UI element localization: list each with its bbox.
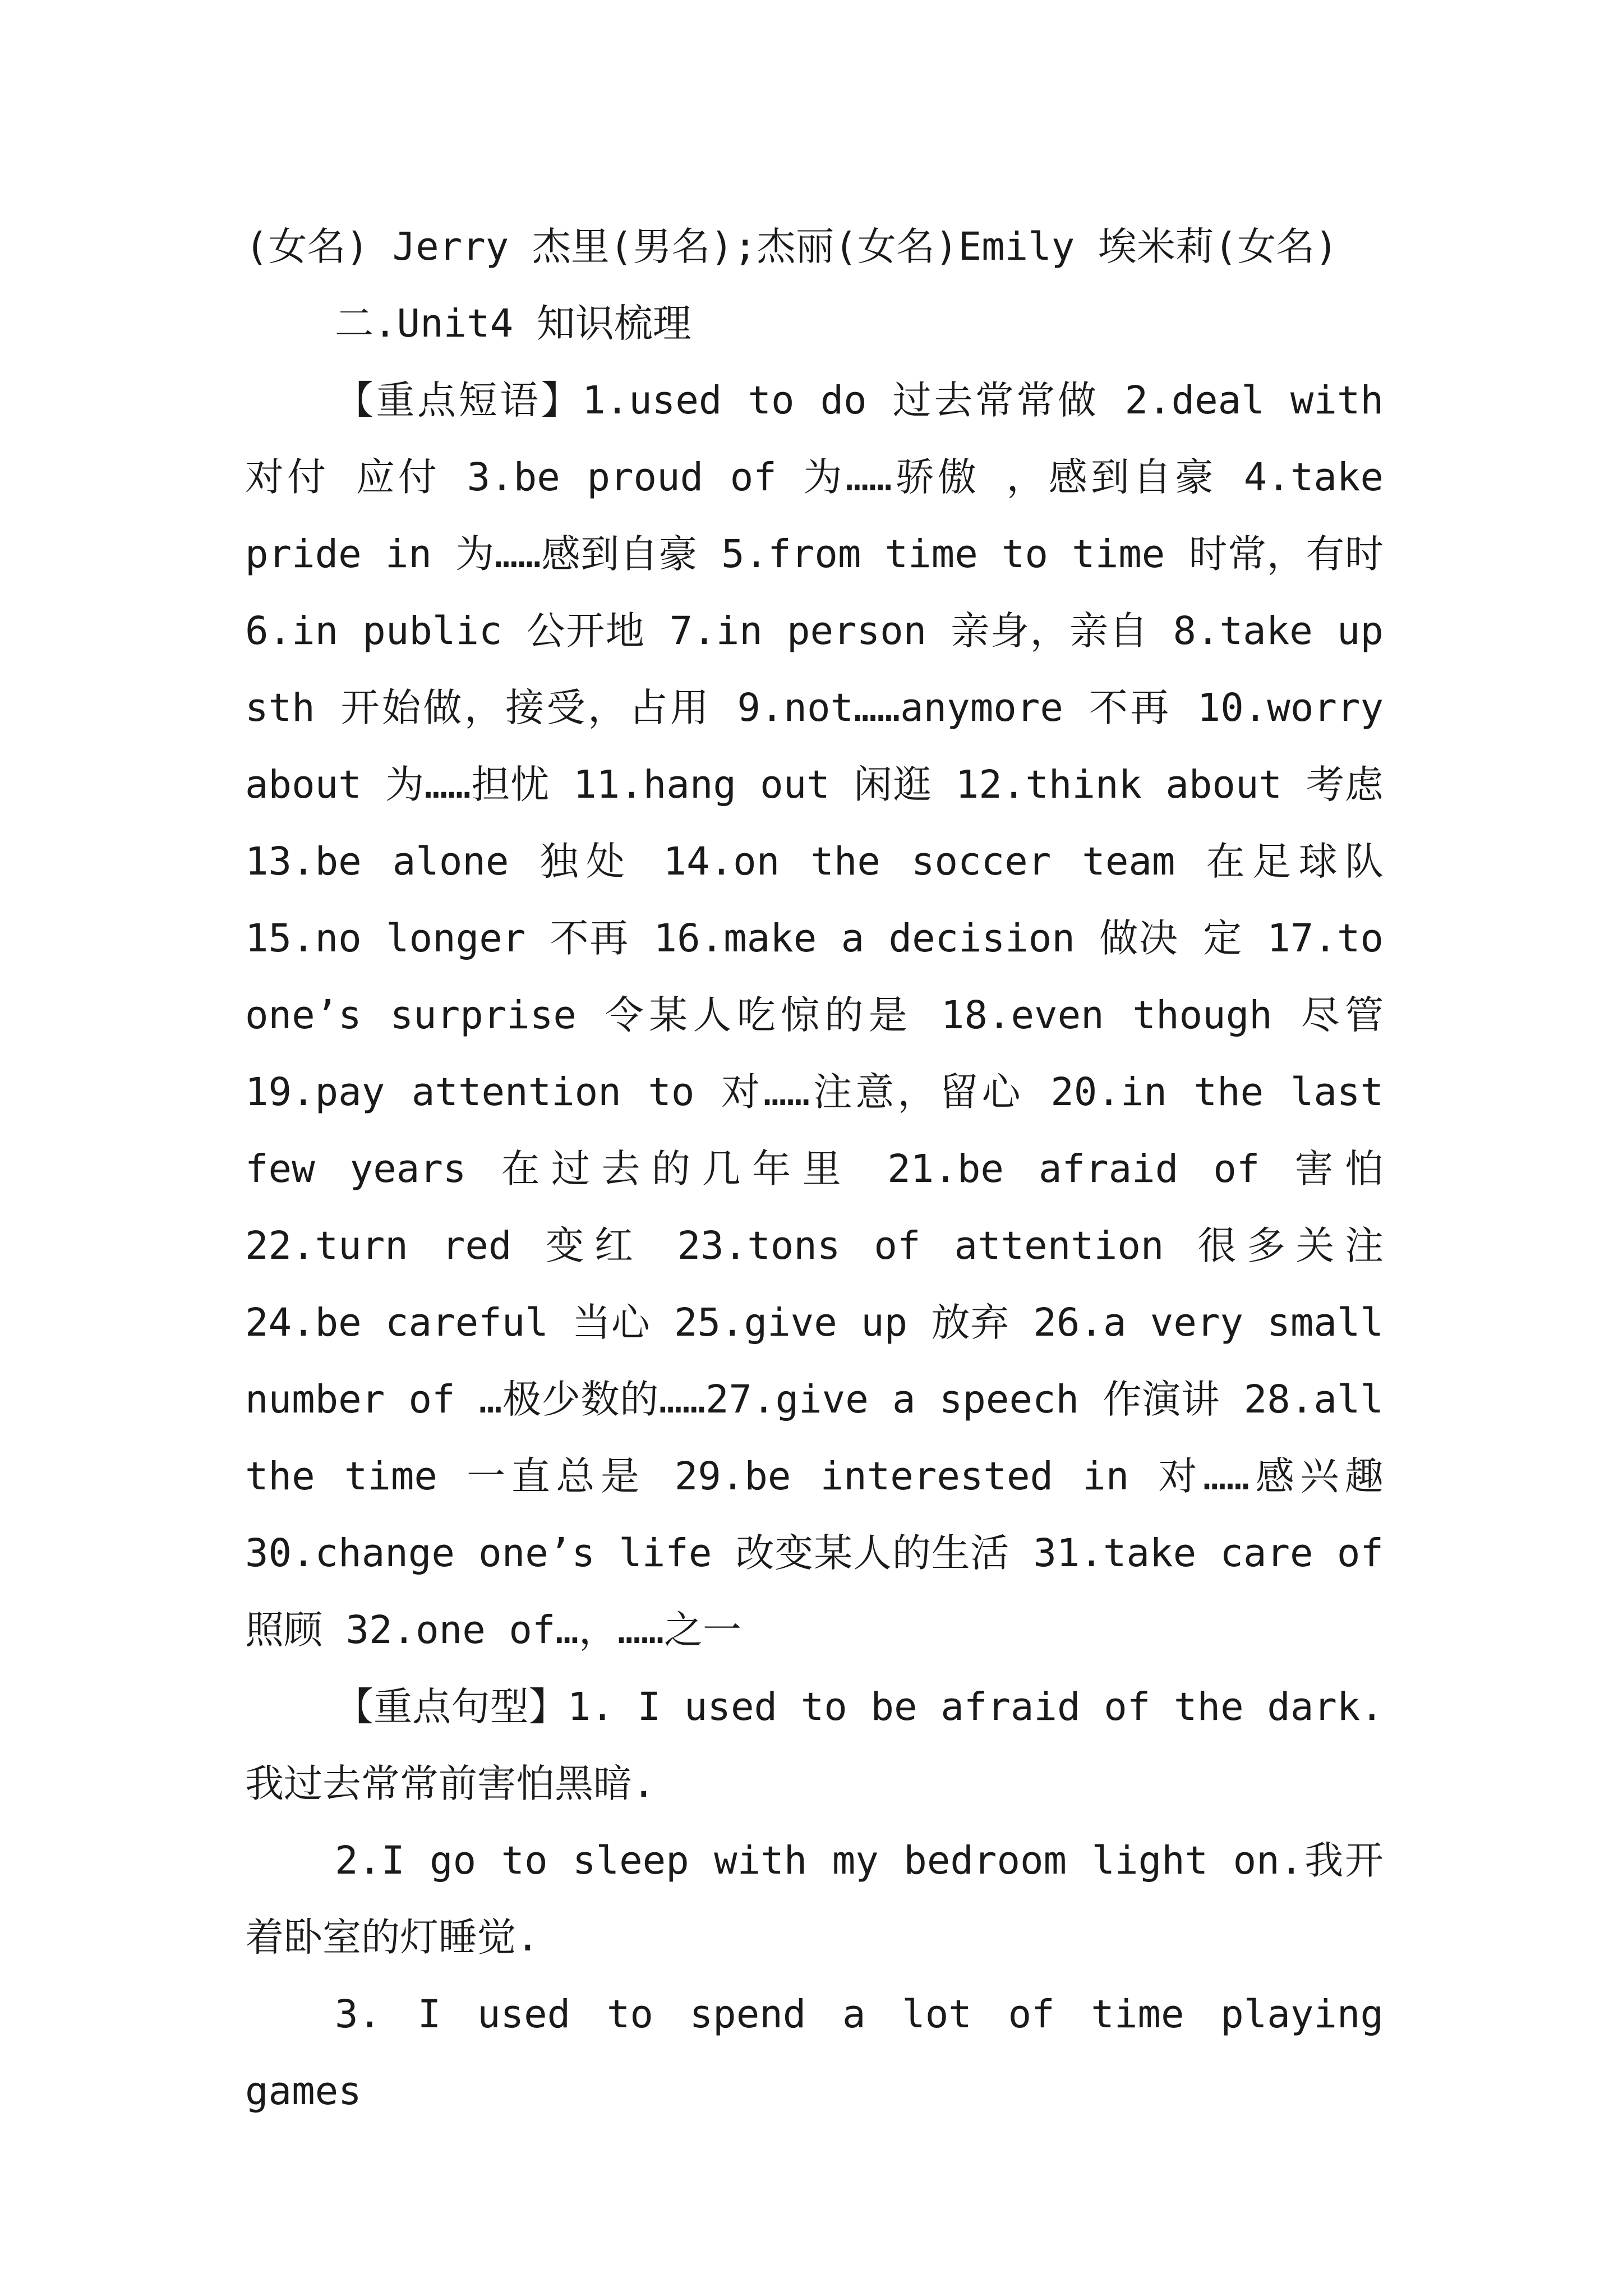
document-body (245, 209, 1384, 2130)
paragraph-key-phrases: 【重点短语】1.used to do 过去常常做 2.deal with 对付 应付 3.be proud of 为……骄傲 ，感到自豪 4.take pride in 为……感到自豪 5.from time to time 时常，有时 6.in public 公开地 7.in person 亲身，亲自 8.take up sth 开始做，接受，占用 9.not……anymore 不再 10.worry about 为……担忧 11.hang out 闲逛 12.think about 考虑 13.be alone 独处 14.on the soccer team 在足球队 15.no longer 不再 16.make a decision 做决 定 17.to one’s surprise 令某人吃惊的是 18.even though 尽管 19.pay attention to 对……注意，留心 20.in the last few years 在过去的几年里 21.be afraid of 害怕 22.turn red 变红 23.tons of attention 很多关注 24.be careful 当心 25.give up 放弃 26.a very small number of …极少数的……27.give a speech 作演讲 28.all the time 一直总是 29.be interested in 对……感兴趣 30.change one’s life 改变某人的生活 31.take care of 照顾 32.one of…，……之一 (245, 378, 1384, 1653)
section-heading-unit4: 二.Unit4 知识梳理 (335, 301, 691, 346)
paragraph-key-sentences-2: 2.I go to sleep with my bedroom light on.我开着卧室的灯睡觉. (245, 1838, 1384, 1960)
paragraph-key-sentences-3: 3. I used to spend a lot of time playing games (245, 1992, 1384, 2114)
paragraph-name-list: (女名) Jerry 杰里(男名);杰丽(女名)Emily 埃米莉(女名) (245, 224, 1338, 269)
paragraph-key-sentences-1: 【重点句型】1. I used to be afraid of the dark.我过去常常前害怕黑暗. (245, 1685, 1384, 1806)
